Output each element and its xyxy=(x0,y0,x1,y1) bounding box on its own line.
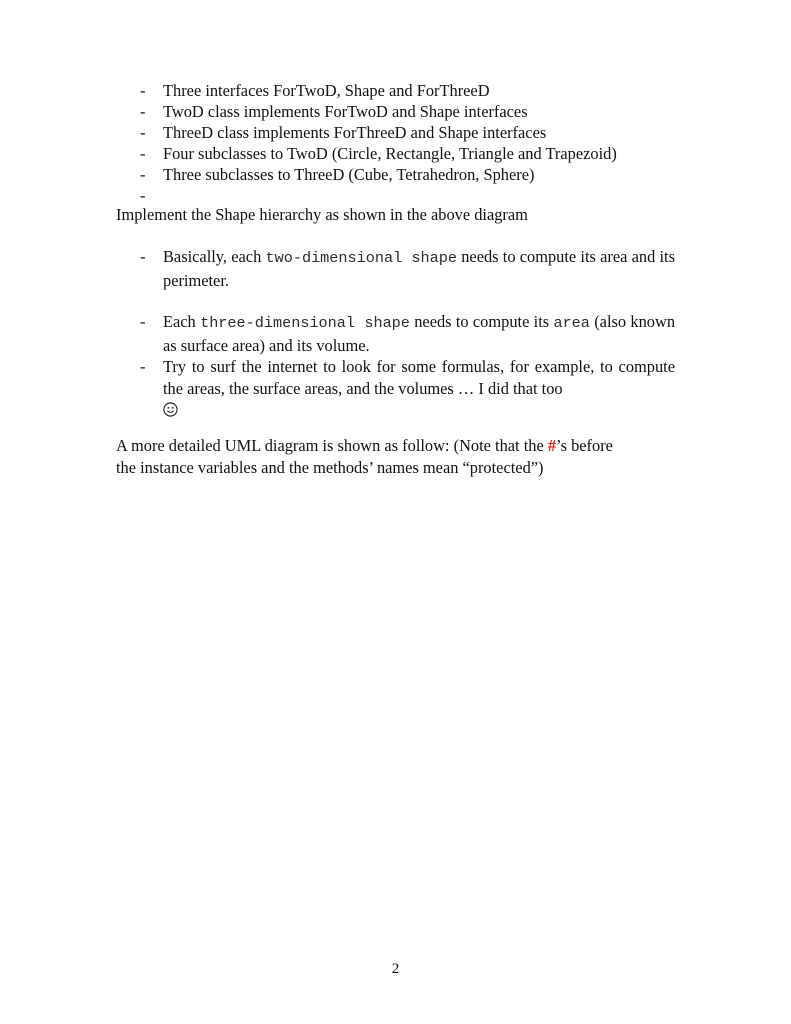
interface-summary-list xyxy=(140,80,700,206)
list-item xyxy=(140,101,700,122)
text-run: ’s before xyxy=(556,436,613,455)
text-run: Try to surf the internet to look for some formulas, for example, to compute the areas, the surface areas, and the volumes … I did that too xyxy=(163,357,675,398)
list-item xyxy=(140,80,700,101)
intro-paragraph: Implement the Shape hierarchy as shown in the above diagram xyxy=(116,205,528,224)
text-run: (also known as surface area) and its volume. xyxy=(163,312,676,355)
code-two-dimensional-shape: two-dimensional shape xyxy=(265,249,458,267)
closing-line-1 xyxy=(116,435,675,457)
code-area: area xyxy=(553,314,590,332)
requirement-item-three-d xyxy=(140,311,675,356)
bullet-dash: - xyxy=(140,81,146,100)
requirement-text xyxy=(163,311,675,356)
closing-line-2: the instance variables and the methods’ names mean “protected”) xyxy=(116,457,544,477)
list-item-text: TwoD class implements ForTwoD and Shape interfaces xyxy=(163,102,528,121)
requirements-list xyxy=(140,246,675,421)
requirement-item-two-d xyxy=(140,246,675,291)
hash-symbol: # xyxy=(547,436,557,455)
bullet-dash: - xyxy=(140,357,146,376)
text-run: A more detailed UML diagram is shown as follow: (Note that the xyxy=(116,436,548,455)
bullet-dash: - xyxy=(140,102,146,121)
page-number: 2 xyxy=(391,961,400,977)
list-item-text: ThreeD class implements ForThreeD and Shape interfaces xyxy=(163,123,547,142)
bullet-dash: - xyxy=(140,165,146,184)
list-item-text: Four subclasses to TwoD (Circle, Rectangle, Triangle and Trapezoid) xyxy=(163,144,617,163)
requirement-item-formulas xyxy=(140,356,675,421)
text-run: needs to compute its xyxy=(409,312,554,331)
text-run: Basically, each xyxy=(163,247,266,266)
bullet-dash: - xyxy=(140,123,146,142)
list-item-text: Three interfaces ForTwoD, Shape and ForThreeD xyxy=(163,81,490,100)
list-item xyxy=(140,122,700,143)
bullet-dash: - xyxy=(140,312,146,331)
list-item xyxy=(140,143,700,164)
requirement-text xyxy=(163,246,675,291)
bullet-dash: - xyxy=(140,144,146,163)
list-item-empty xyxy=(140,185,700,206)
code-three-dimensional-shape: three-dimensional shape xyxy=(200,314,410,332)
bullet-dash: - xyxy=(140,186,146,205)
smiley-icon xyxy=(163,402,178,417)
list-item xyxy=(140,164,700,185)
text-run: needs to compute its area and its perimeter. xyxy=(163,247,675,290)
requirement-text xyxy=(163,356,675,421)
list-item-text: Three subclasses to ThreeD (Cube, Tetrahedron, Sphere) xyxy=(163,165,535,184)
text-run: Each xyxy=(163,312,201,331)
bullet-dash: - xyxy=(140,247,146,266)
closing-paragraph xyxy=(116,435,675,478)
